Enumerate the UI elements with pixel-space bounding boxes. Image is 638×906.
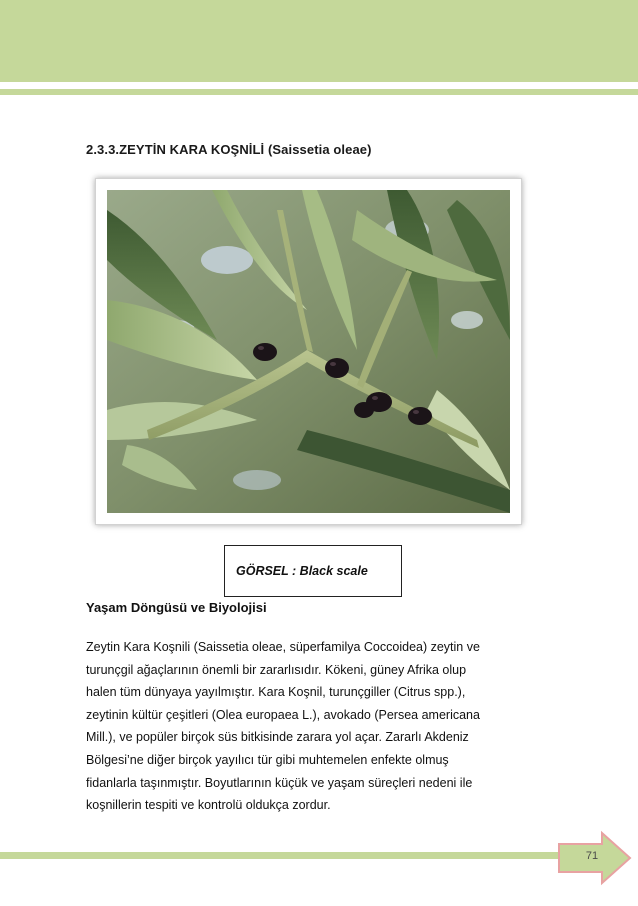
figure-frame xyxy=(95,178,522,525)
body-line: halen tüm dünyaya yayılmıştır. Kara Koşnil, turunçgiller (Citrus spp.), xyxy=(86,685,466,700)
header-band xyxy=(0,0,638,82)
body-line: Mill.), ve popüler birçok süs bitkisinde zarara yol açar. Zararlı Akdeniz xyxy=(86,730,469,745)
body-line: Zeytin Kara Koşnili (Saissetia oleae, süperfamilya Coccoidea) zeytin ve xyxy=(86,640,480,654)
body-line: koşnillerin tespiti ve kontrolü oldukça zordur. xyxy=(86,798,331,813)
figure-caption-box xyxy=(224,545,402,597)
footer-rule xyxy=(0,852,590,859)
subheading: Yaşam Döngüsü ve Biyolojisi xyxy=(86,600,267,615)
body-line: fidanlarla taşınmıştır. Boyutlarının küçük ve yaşam süreçleri nedeni ile xyxy=(86,775,473,790)
figure-caption: GÖRSEL : Black scale xyxy=(236,564,368,578)
body-line: Bölgesi’ne diğer birçok yayılıcı tür gibi muhtemelen enfekte olmuş xyxy=(86,752,449,767)
body-line: turunçgil ağaçlarının önemli bir zararlısıdır. Kökeni, güney Afrika olup xyxy=(86,662,467,677)
header-rule xyxy=(0,89,638,95)
body-line: zeytinin kültür çeşitleri (Olea europaea L.), avokado (Persea americana xyxy=(86,707,480,722)
body-paragraph xyxy=(86,636,536,817)
section-title: 2.3.3.ZEYTİN KARA KOŞNİLİ (Saissetia oleae) xyxy=(86,142,372,157)
black-scale-photo xyxy=(107,190,510,513)
page-number: 71 xyxy=(585,850,599,862)
